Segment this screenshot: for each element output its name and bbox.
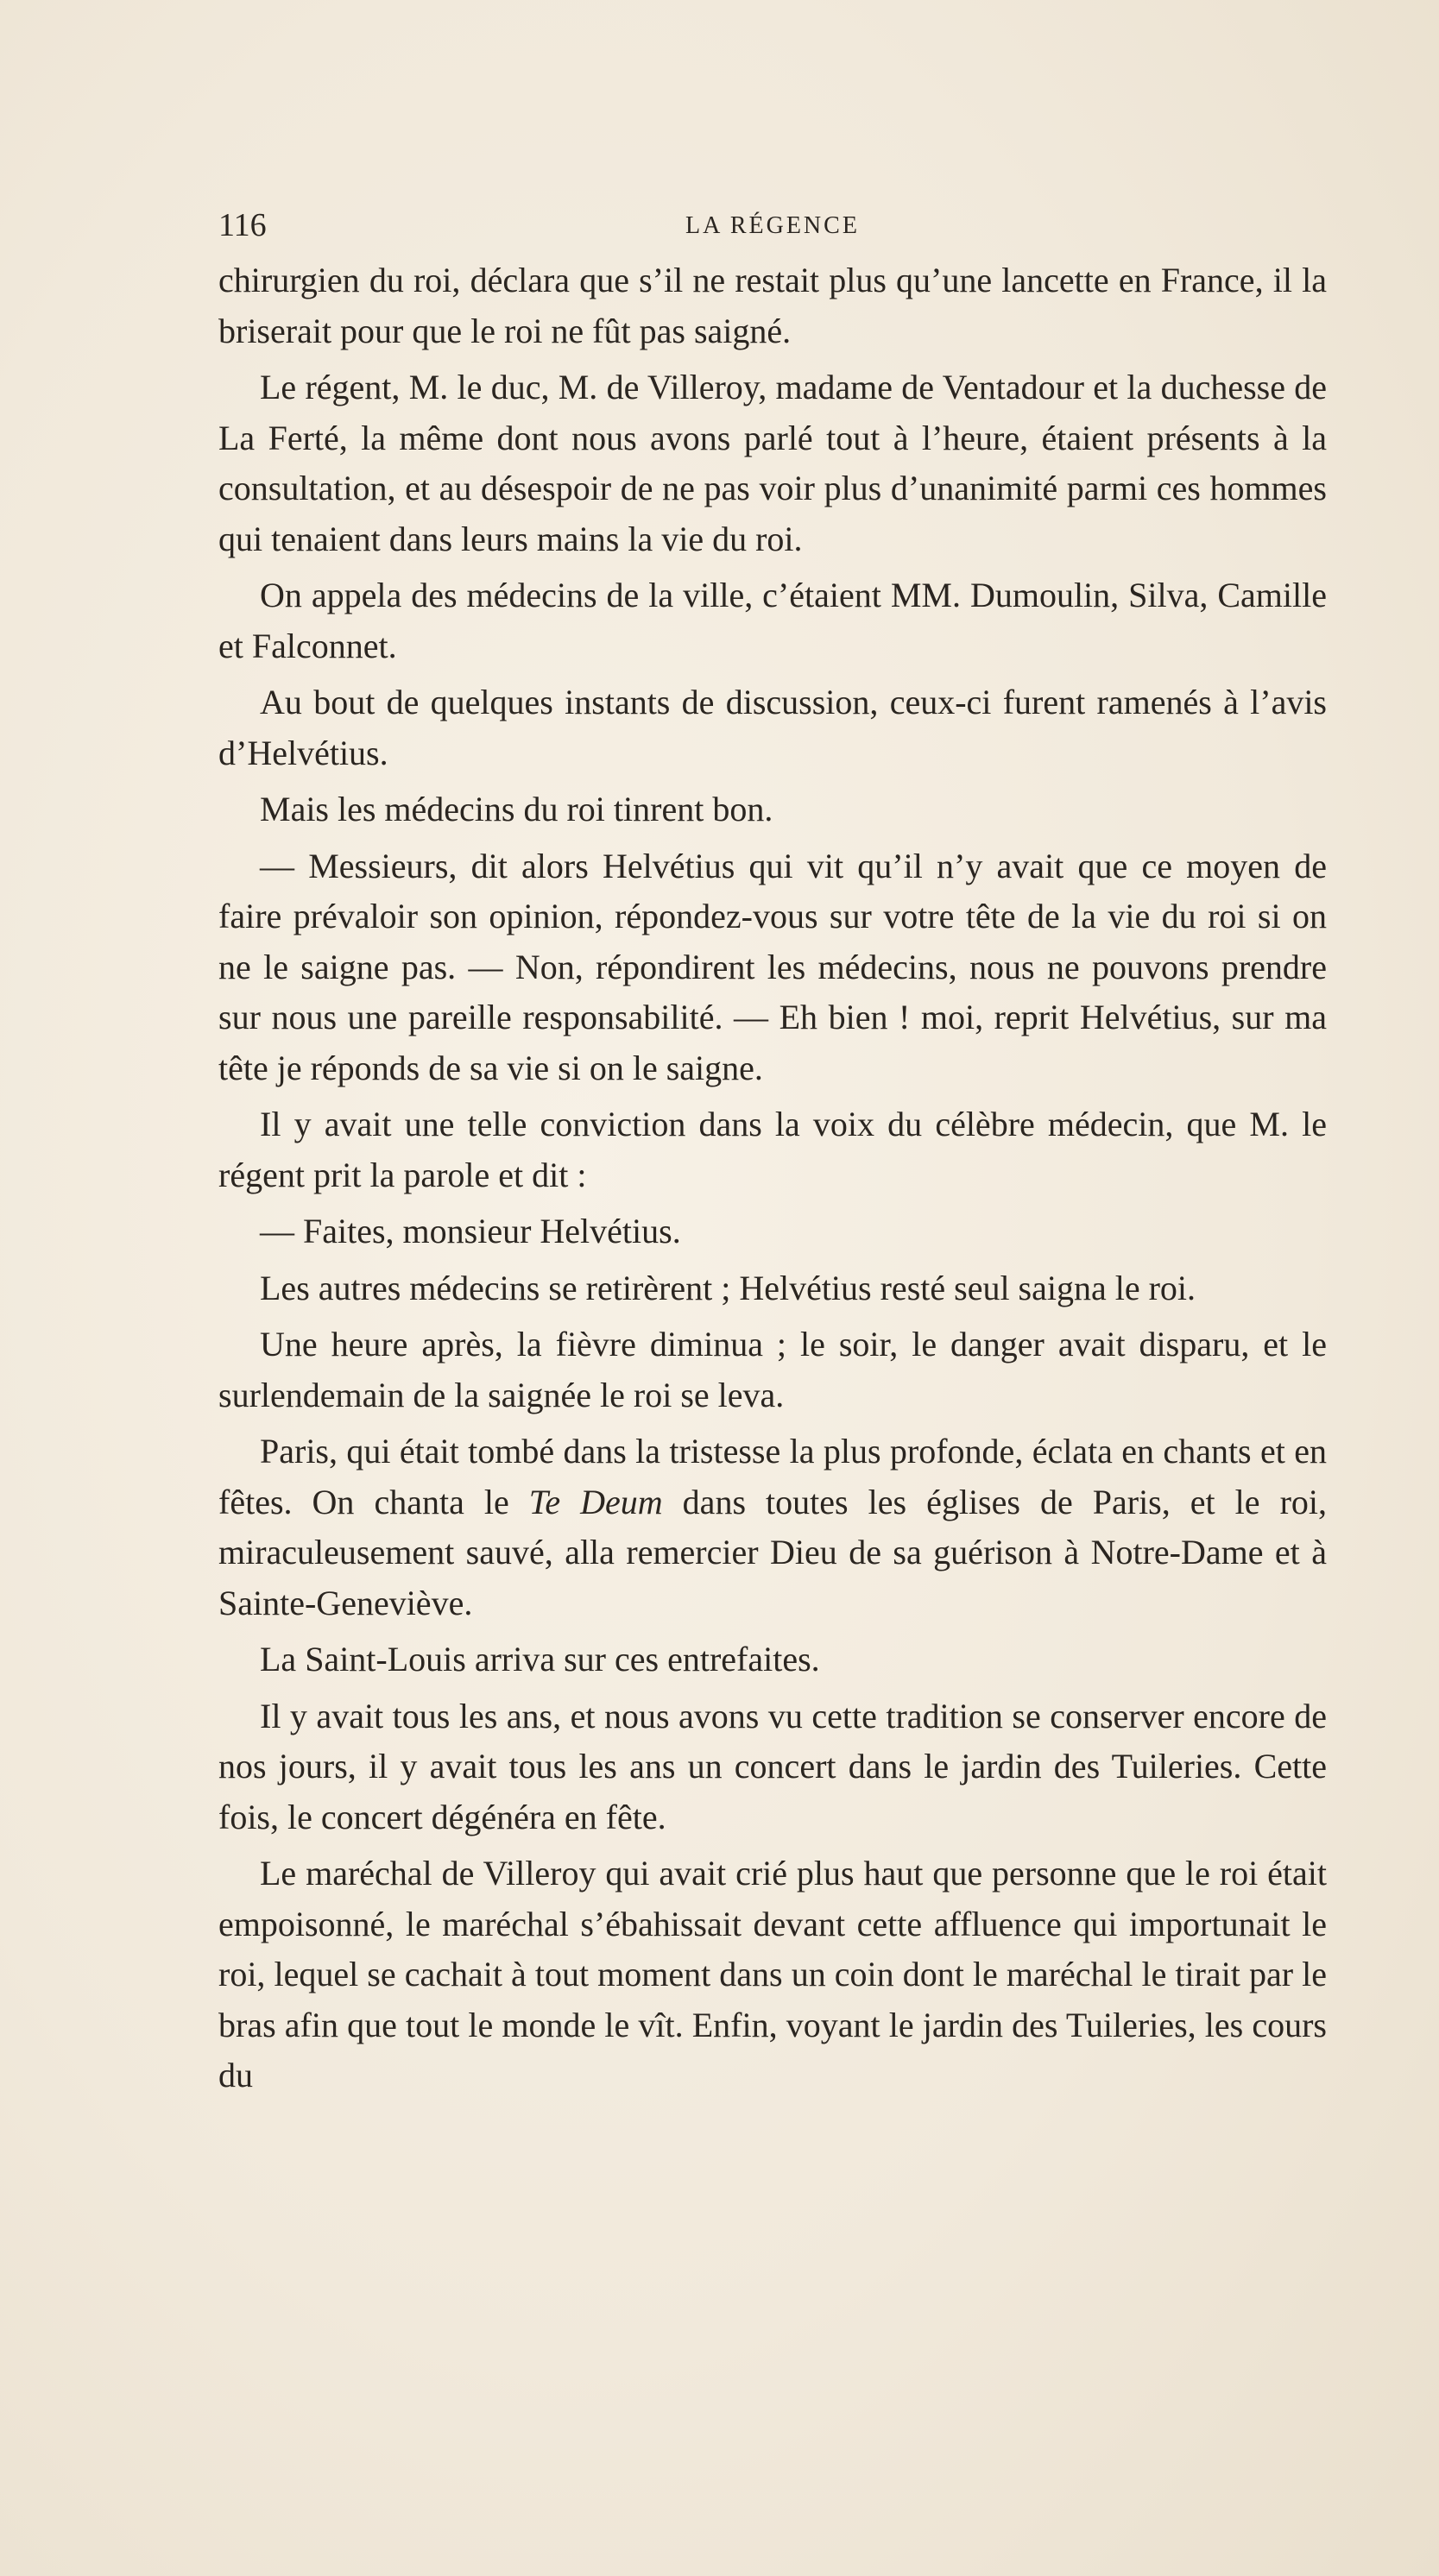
body-text	[218, 255, 1327, 2107]
dialogue-paragraph: — Faites, monsieur Helvétius.	[260, 1212, 681, 1250]
text-run: Paris, qui était tombé dans la tristesse la plus profonde, éclata en chants et en fêtes. On chanta le	[218, 1432, 1327, 1521]
paragraph: Le régent, M. le duc, M. de Villeroy, madame de Ventadour et la duchesse de La Ferté, la même dont nous avons parlé tout à l’heure, étaient présents à la consultation, et au désespoir de ne pas voir plus d’unanimité parmi ces hommes qui tenaient dans leurs mains la vie du roi.	[218, 368, 1327, 558]
running-title: LA RÉGENCE	[685, 212, 860, 239]
paragraph: Au bout de quelques instants de discussion, ceux-ci furent ramenés à l’avis d’Helvétius.	[218, 683, 1327, 772]
paragraph: Le maréchal de Villeroy qui avait crié plus haut que personne que le roi était empoisonné, le maréchal s’ébahissait devant cette affluence qui importunait le roi, lequel se cachait à tout moment dans un coin dont le maréchal le tirait par le bras afin que tout le monde le vît. Enfin, voyant le jardin des Tuileries, les cours du	[218, 1854, 1327, 2094]
paragraph-continued: chirurgien du roi, déclara que s’il ne restait plus qu’une lancette en France, il la briserait pour que le roi ne fût pas saigné.	[218, 261, 1327, 350]
paragraph-with-italic	[218, 1427, 1327, 1628]
paragraph: Une heure après, la fièvre diminua ; le soir, le danger avait disparu, et le surlendemain de la saignée le roi se leva.	[218, 1325, 1327, 1414]
paragraph: La Saint-Louis arriva sur ces entrefaites.	[260, 1640, 820, 1678]
text-run: dans toutes les églises de Paris, et le roi, miraculeusement sauvé, alla remercier Dieu de sa guérison à Notre-Dame et à Sainte-Geneviève.	[218, 1482, 1328, 1622]
paragraph: Il y avait une telle conviction dans la voix du célèbre médecin, que M. le régent prit la parole et dit :	[218, 1105, 1327, 1194]
dialogue-paragraph: — Messieurs, dit alors Helvétius qui vit qu’il n’y avait que ce moyen de faire prévaloir son opinion, répondez-vous sur votre tête de la vie du roi si on ne le saigne pas. — Non, répondirent les médecins, nous ne pouvons prendre sur nous une pareille responsabilité. — Eh bien ! moi, reprit Helvétius, sur ma tête je réponds de sa vie si on le saigne.	[218, 846, 1327, 1087]
paragraph: Il y avait tous les ans, et nous avons vu cette tradition se conserver encore de nos jours, il y avait tous les ans un concert dans le jardin des Tuileries. Cette fois, le concert dégénéra en fête.	[218, 1696, 1327, 1836]
paragraph: Les autres médecins se retirèrent ; Helvétius resté seul saigna le roi.	[260, 1268, 1196, 1307]
paragraph: On appela des médecins de la ville, c’étaient MM. Dumoulin, Silva, Camille et Falconnet.	[218, 576, 1327, 665]
italic-title: Te Deum	[528, 1482, 663, 1521]
paragraph: Mais les médecins du roi tinrent bon.	[260, 790, 773, 828]
page-header	[218, 204, 1327, 247]
page-number: 116	[218, 207, 267, 243]
